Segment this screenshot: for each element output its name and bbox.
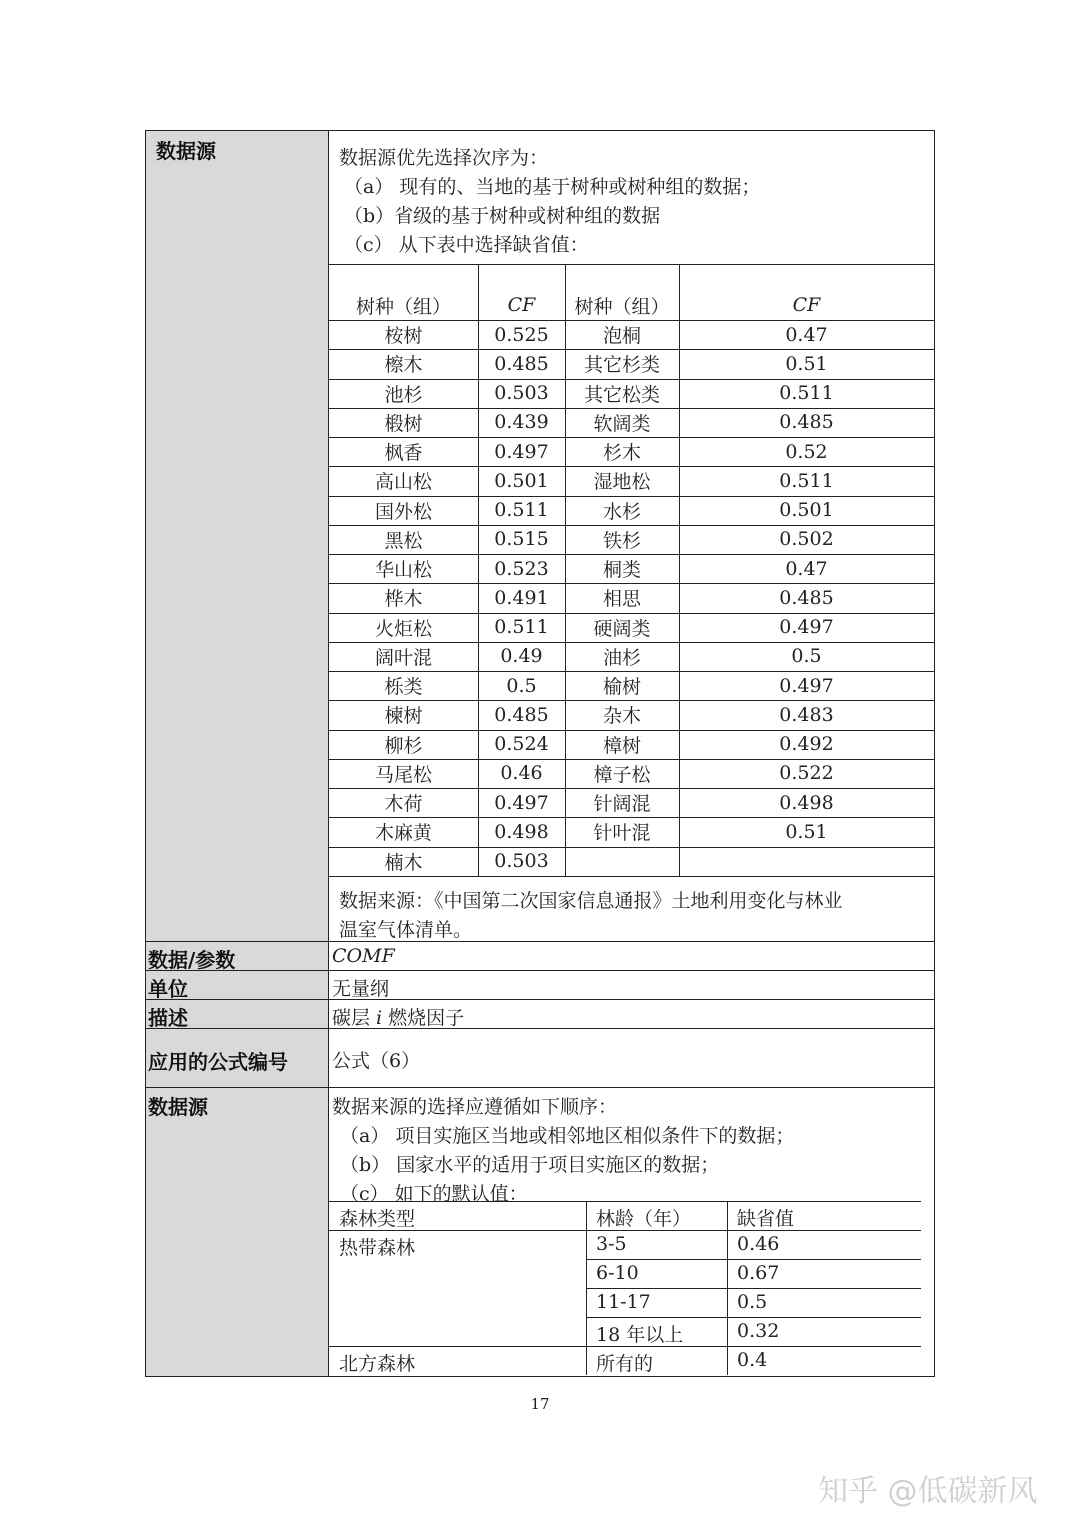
species-cell: 桉树 xyxy=(384,325,423,348)
table-row xyxy=(329,700,934,729)
cf-value-cell: 0.492 xyxy=(779,733,834,756)
dv-header-cell: 林龄（年） xyxy=(596,1208,692,1230)
cf-value-cell: 0.497 xyxy=(494,791,549,814)
species-cell: 阔叶混 xyxy=(374,646,432,669)
cf-value-cell: 0.523 xyxy=(494,557,549,580)
cf-table xyxy=(329,264,934,876)
cf-value-cell: 0.485 xyxy=(779,411,834,434)
cf-value-cell: 0.483 xyxy=(779,703,834,726)
cf-value-cell: 0.503 xyxy=(494,850,549,873)
cf-value-cell: 0.511 xyxy=(494,616,549,639)
species-cell: 黑松 xyxy=(384,529,423,552)
forest-age-cell: 18 年以上 xyxy=(596,1324,684,1346)
species-cell: 相思 xyxy=(602,588,641,611)
table-row xyxy=(329,496,934,525)
row-divider xyxy=(146,1087,934,1088)
cf-value-cell: 0.502 xyxy=(779,528,834,551)
table-row xyxy=(329,847,934,876)
forest-age-cell: 所有的 xyxy=(596,1353,654,1375)
row-divider xyxy=(146,941,934,942)
section2-intro-1: （a） 项目实施区当地或相邻地区相似条件下的数据； xyxy=(340,1125,795,1147)
cf-value-cell: 0.498 xyxy=(779,791,834,814)
cf-value-cell: 0.485 xyxy=(779,586,834,609)
species-cell: 檫木 xyxy=(384,354,423,377)
desc-value: 碳层 i 燃烧因子 xyxy=(332,1007,465,1029)
species-cell: 针叶混 xyxy=(593,822,651,845)
cf-value-cell: 0.511 xyxy=(779,382,834,405)
table-row xyxy=(329,759,934,788)
section2-intro-0: 数据来源的选择应遵循如下顺序： xyxy=(332,1096,618,1118)
species-cell: 楠木 xyxy=(384,851,423,874)
species-cell: 其它杉类 xyxy=(583,354,660,377)
forest-age-cell: 11-17 xyxy=(596,1291,651,1313)
cf-value-cell: 0.501 xyxy=(494,469,549,492)
species-cell: 楝树 xyxy=(384,705,423,728)
table-row xyxy=(329,554,934,583)
dv-column-divider xyxy=(727,1201,728,1375)
species-cell: 杉木 xyxy=(602,442,641,465)
species-cell: 池杉 xyxy=(384,383,423,406)
dv-row-divider xyxy=(329,1201,921,1202)
cf-value-cell: 0.491 xyxy=(494,586,549,609)
param-label: 数据/参数 xyxy=(148,948,236,972)
species-cell: 高山松 xyxy=(374,471,432,494)
dv-row-divider xyxy=(586,1288,921,1289)
cf-value-cell: 0.511 xyxy=(494,499,549,522)
table-row xyxy=(329,525,934,554)
cf-value-cell: 0.498 xyxy=(494,820,549,843)
cf-header-cell: CF xyxy=(792,294,821,316)
species-cell: 湿地松 xyxy=(593,471,651,494)
cf-value-cell: 0.49 xyxy=(500,645,543,668)
cf-row-divider xyxy=(329,876,934,877)
cf-value-cell: 0.501 xyxy=(779,499,834,522)
section1-intro-3: （c） 从下表中选择缺省值： xyxy=(344,234,589,256)
species-cell: 油杉 xyxy=(602,646,641,669)
section1-label: 数据源 xyxy=(156,139,216,163)
species-cell: 泡桐 xyxy=(602,325,641,348)
species-cell: 柳杉 xyxy=(384,734,423,757)
cf-value-cell: 0.497 xyxy=(779,616,834,639)
cf-value-cell: 0.515 xyxy=(494,528,549,551)
species-cell: 桐类 xyxy=(602,559,641,582)
table-row xyxy=(329,817,934,846)
table-row xyxy=(329,583,934,612)
unit-label: 单位 xyxy=(148,977,188,1001)
cf-value-cell: 0.47 xyxy=(785,557,828,580)
default-value-cell: 0.4 xyxy=(737,1349,768,1371)
forest-type-cell: 热带森林 xyxy=(339,1237,416,1259)
species-cell: 樟树 xyxy=(602,734,641,757)
default-value-cell: 0.5 xyxy=(737,1291,768,1313)
species-cell: 椴树 xyxy=(384,412,423,435)
species-cell: 木麻黄 xyxy=(374,822,432,845)
species-cell: 国外松 xyxy=(374,500,432,523)
species-cell: 枫香 xyxy=(384,442,423,465)
page-number: 17 xyxy=(530,1395,550,1413)
cf-table-top-border xyxy=(329,264,934,265)
cf-value-cell: 0.525 xyxy=(494,323,549,346)
species-cell: 软阔类 xyxy=(593,412,651,435)
section1-intro-0: 数据源优先选择次序为： xyxy=(339,147,549,169)
species-cell: 铁杉 xyxy=(602,529,641,552)
table-row xyxy=(329,320,934,349)
cf-value-cell: 0.46 xyxy=(500,762,543,785)
cf-value-cell: 0.5 xyxy=(791,645,822,668)
formula-value: 公式（6） xyxy=(332,1050,421,1072)
section1-source-1: 温室气体清单。 xyxy=(339,919,473,941)
section1-intro-2: （b）省级的基于树种或树种组的数据 xyxy=(344,205,661,227)
cf-header-cell: 树种（组） xyxy=(574,295,670,318)
dv-header-cell: 缺省值 xyxy=(737,1208,795,1230)
species-cell: 硬阔类 xyxy=(593,617,651,640)
section2-label: 数据源 xyxy=(148,1095,208,1119)
species-cell: 桦木 xyxy=(384,588,423,611)
formula-label: 应用的公式编号 xyxy=(148,1050,288,1074)
species-cell: 木荷 xyxy=(384,793,423,816)
table-row xyxy=(329,408,934,437)
section2-intro-2: （b） 国家水平的适用于项目实施区的数据； xyxy=(340,1154,720,1176)
forest-age-cell: 3-5 xyxy=(596,1233,627,1255)
species-cell: 樟子松 xyxy=(593,763,651,786)
cf-value-cell: 0.52 xyxy=(785,440,828,463)
section2-intro-3: （c） 如下的默认值： xyxy=(340,1183,528,1205)
table-row xyxy=(329,788,934,817)
cf-header-cell: CF xyxy=(507,294,536,316)
dv-row-divider xyxy=(586,1317,921,1318)
cf-value-cell: 0.511 xyxy=(779,469,834,492)
cf-value-cell: 0.47 xyxy=(785,323,828,346)
species-cell xyxy=(565,847,679,876)
cf-value-cell: 0.51 xyxy=(785,352,828,375)
default-value-cell: 0.67 xyxy=(737,1262,780,1284)
label-column xyxy=(146,131,329,1376)
cf-value-cell xyxy=(679,847,934,876)
cf-value-cell: 0.485 xyxy=(494,352,549,375)
cf-value-cell: 0.485 xyxy=(494,703,549,726)
cf-value-cell: 0.5 xyxy=(506,674,537,697)
cf-value-cell: 0.51 xyxy=(785,820,828,843)
table-row xyxy=(329,466,934,495)
table-row xyxy=(329,642,934,671)
table-row xyxy=(329,379,934,408)
cf-header-cell: 树种（组） xyxy=(355,295,451,318)
cf-value-cell: 0.522 xyxy=(779,762,834,785)
watermark: 知乎 @低碳新风 xyxy=(818,1474,1038,1509)
table-row xyxy=(329,349,934,378)
species-cell: 杂木 xyxy=(602,705,641,728)
table-row xyxy=(329,613,934,642)
row-divider xyxy=(146,970,934,971)
param-value: COMF xyxy=(332,945,395,967)
species-cell: 榆树 xyxy=(602,676,641,699)
dv-column-divider xyxy=(586,1201,587,1375)
row-divider xyxy=(146,999,934,1000)
default-value-cell: 0.46 xyxy=(737,1233,780,1255)
cf-value-cell: 0.524 xyxy=(494,733,549,756)
dv-row-divider xyxy=(586,1259,921,1260)
row-divider xyxy=(146,1028,934,1029)
forest-type-cell: 北方森林 xyxy=(339,1353,416,1375)
section1-intro-1: （a） 现有的、当地的基于树种或树种组的数据； xyxy=(344,176,761,198)
species-cell: 栎类 xyxy=(384,676,423,699)
species-cell: 水杉 xyxy=(602,500,641,523)
cf-value-cell: 0.497 xyxy=(779,674,834,697)
cf-value-cell: 0.439 xyxy=(494,411,549,434)
desc-label: 描述 xyxy=(148,1006,188,1030)
species-cell: 其它松类 xyxy=(583,383,660,406)
table-row xyxy=(329,437,934,466)
cf-value-cell: 0.503 xyxy=(494,382,549,405)
section1-source-0: 数据来源：《中国第二次国家信息通报》土地利用变化与林业 xyxy=(339,890,843,912)
species-cell: 马尾松 xyxy=(374,763,432,786)
dv-header-cell: 森林类型 xyxy=(339,1208,416,1230)
species-cell: 火炬松 xyxy=(374,617,432,640)
parameter-table xyxy=(145,130,935,1377)
default-value-cell: 0.32 xyxy=(737,1320,780,1342)
forest-age-cell: 6-10 xyxy=(596,1262,639,1284)
species-cell: 针阔混 xyxy=(593,793,651,816)
table-row xyxy=(329,671,934,700)
table-row xyxy=(329,730,934,759)
species-cell: 华山松 xyxy=(374,559,432,582)
unit-value: 无量纲 xyxy=(332,978,390,1000)
cf-value-cell: 0.497 xyxy=(494,440,549,463)
